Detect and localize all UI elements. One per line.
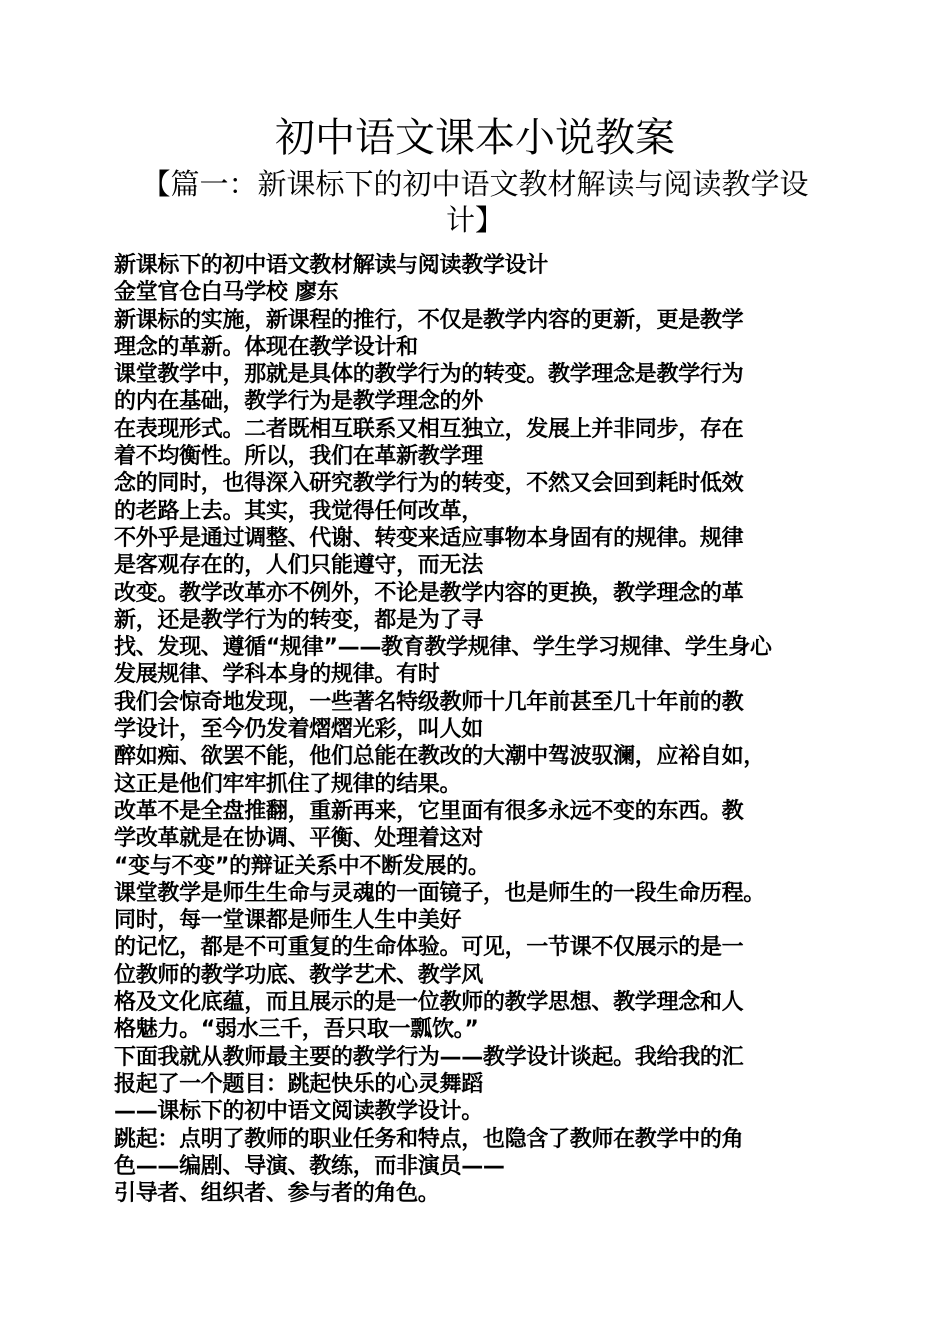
body-text-line: 念的同时，也得深入研究教学行为的转变，不然又会回到耗时低效: [114, 471, 744, 497]
body-text-line: 报起了一个题目：跳起快乐的心灵舞蹈: [114, 1071, 483, 1097]
body-text-line: 我们会惊奇地发现，一些著名特级教师十几年前甚至几十年前的教: [114, 689, 744, 715]
body-text-line: 改革不是全盘推翻，重新再来，它里面有很多永远不变的东西。教: [114, 798, 744, 824]
body-text-line: 理念的革新。体现在教学设计和: [114, 334, 418, 360]
body-text-line: ——课标下的初中语文阅读教学设计。: [114, 1099, 483, 1125]
body-text-line: 找、发现、遵循“规律”——教育教学规律、学生学习规律、学生身心: [114, 635, 772, 661]
body-text-line: 新，还是教学行为的转变，都是为了寻: [114, 607, 483, 633]
body-text-line: 同时，每一堂课都是师生人生中美好: [114, 908, 462, 934]
body-text-line: 的记忆，都是不可重复的生命体验。可见，一节课不仅展示的是一: [114, 935, 744, 961]
body-text-line: 位教师的教学功底、教学艺术、教学风: [114, 962, 483, 988]
body-text-line: 课堂教学是师生生命与灵魂的一面镜子，也是师生的一段生命历程。: [114, 880, 766, 906]
subtitle-line: 计】: [445, 203, 504, 237]
body-text-line: 的内在基础，教学行为是教学理念的外: [114, 389, 483, 415]
subtitle-line: 【篇一：新课标下的初中语文教材解读与阅读教学设: [141, 167, 809, 201]
body-text-line: 格魅力。“弱水三千，吾只取一瓢饮。”: [114, 1017, 479, 1043]
body-text-line: 下面我就从教师最主要的教学行为——教学设计谈起。我给我的汇: [114, 1044, 744, 1070]
body-text-line: 引导者、组织者、参与者的角色。: [114, 1181, 440, 1207]
body-text-line: 学改革就是在协调、平衡、处理着这对: [114, 826, 483, 852]
body-text-line: 是客观存在的，人们只能遵守，而无法: [114, 553, 483, 579]
body-text-line: 发展规律、学科本身的规律。有时: [114, 662, 440, 688]
body-text-line: 色——编剧、导演、教练，而非演员——: [114, 1153, 505, 1179]
body-text-line: 醉如痴、欲罢不能，他们总能在教改的大潮中驾波驭澜，应裕自如，: [114, 744, 766, 770]
body-text-line: 新课标下的初中语文教材解读与阅读教学设计: [114, 253, 549, 278]
body-text-line: 跳起：点明了教师的职业任务和特点，也隐含了教师在教学中的角: [114, 1126, 744, 1152]
body-text-line: 课堂教学中，那就是具体的教学行为的转变。教学理念是教学行为: [114, 362, 744, 388]
body-text-line: 不外乎是通过调整、代谢、转变来适应事物本身固有的规律。规律: [114, 525, 744, 551]
body-text-line: 学设计，至今仍发着熠熠光彩，叫人如: [114, 717, 483, 743]
document-body: [114, 252, 834, 1207]
body-text-line: 在表现形式。二者既相互联系又相互独立，发展上并非同步，存在: [114, 416, 744, 442]
document-title: 初中语文课本小说教案: [275, 115, 675, 161]
body-text-line: “变与不变”的辩证关系中不断发展的。: [114, 853, 490, 879]
body-text-line: 着不均衡性。所以，我们在革新教学理: [114, 444, 483, 470]
body-text-line: 这正是他们牢牢抓住了规律的结果。: [114, 771, 462, 797]
body-text-line: 改变。教学改革亦不例外，不论是教学内容的更换，教学理念的革: [114, 580, 744, 606]
document-subtitle: [120, 166, 830, 238]
body-text-line: 新课标的实施，新课程的推行，不仅是教学内容的更新，更是教学: [114, 307, 744, 333]
body-text-line: 的老路上去。其实，我觉得任何改革，: [114, 498, 483, 524]
body-text-line: 金堂官仓白马学校 廖东: [114, 280, 339, 306]
body-text-line: 格及文化底蕴，而且展示的是一位教师的教学思想、教学理念和人: [114, 990, 744, 1016]
